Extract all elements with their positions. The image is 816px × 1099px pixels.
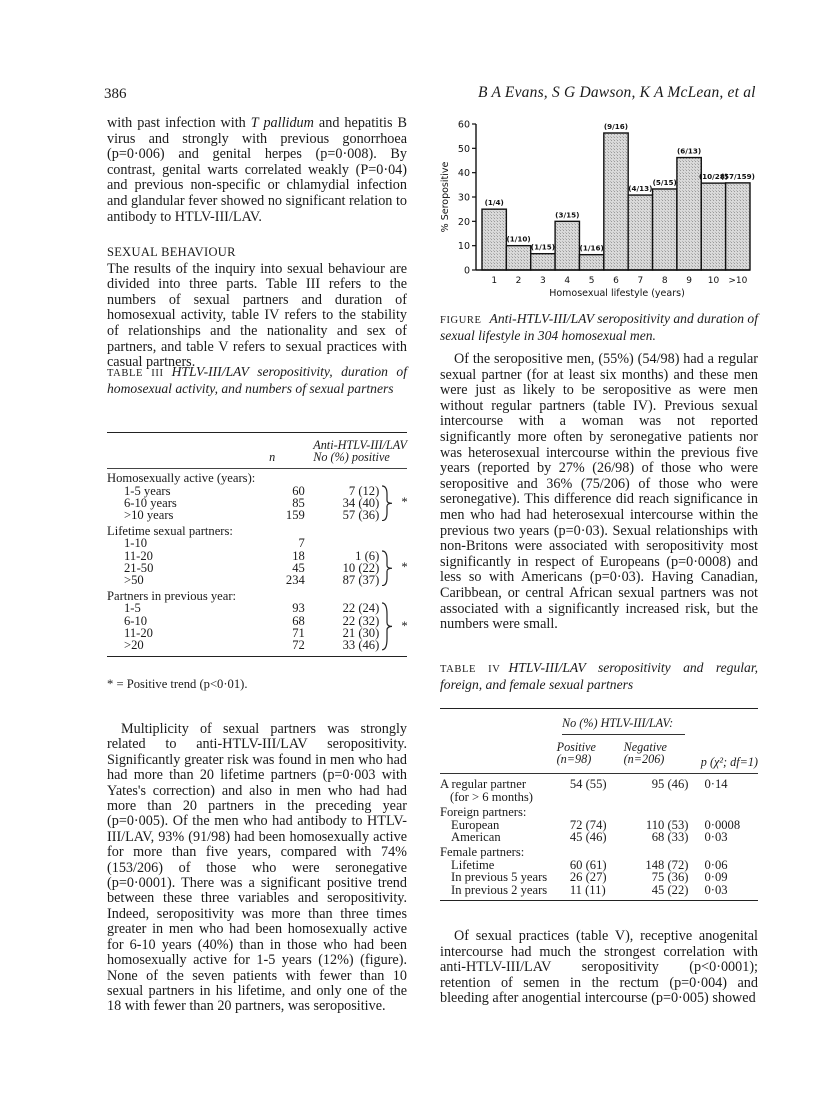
brace-icon <box>380 602 394 651</box>
bar-1 <box>482 209 506 270</box>
bar-data-label: (10/28) <box>698 172 729 182</box>
table4-bottom-rule <box>440 900 758 901</box>
table4-row-label: In previous 5 years <box>451 870 548 885</box>
table3-body <box>107 472 407 651</box>
table3-row <box>107 615 407 627</box>
table3-cell-positive: 22 (32) <box>342 613 380 628</box>
table4-row-label: In previous 2 years <box>451 882 548 897</box>
bar-data-label: (1/16) <box>579 243 604 253</box>
table3-group-heading: Lifetime sexual partners: <box>107 524 233 539</box>
table4-group-heading: Foreign partners: <box>440 805 527 820</box>
table4-title: HTLV-III/LAV seropositivity and regular, foreign, and female sexual partners <box>440 660 758 692</box>
figure-caption-text: Anti-HTLV-III/LAV seropositivity and duration of sexual lifestyle in 304 homosexual men. <box>440 311 758 343</box>
bar-data-label: (57/159) <box>720 171 755 181</box>
table3-row-label: 21-50 <box>124 560 154 575</box>
figure-label: FIGURE <box>440 315 482 326</box>
x-tick-label: 1 <box>491 276 498 286</box>
bar-gt10 <box>726 183 750 270</box>
y-axis-title: % Seropositive <box>440 161 451 233</box>
table3-cell-positive <box>325 537 380 549</box>
section-heading: SEXUAL BEHAVIOUR <box>107 245 236 259</box>
y-tick-label: 60 <box>457 119 470 131</box>
y-tick-label: 40 <box>457 168 470 180</box>
x-tick-label: 10 <box>707 276 720 286</box>
table4-body <box>440 778 758 896</box>
table4-cell-negative: 45 (22) <box>651 882 689 897</box>
table3-bottom-rule <box>107 656 407 657</box>
table4-cell-negative: 95 (46) <box>651 777 689 792</box>
table3-row <box>107 485 407 497</box>
x-tick-label: 6 <box>613 276 619 286</box>
table3-trend-marker: * <box>379 550 407 587</box>
table4-cell-negative: 148 (72) <box>645 857 689 872</box>
table3-row-label: 1-10 <box>124 536 148 551</box>
table4-cell-p: 0·09 <box>704 870 728 885</box>
table4-col-p: p (χ²; df=1) <box>700 755 758 769</box>
x-tick-label: 8 <box>661 276 668 286</box>
table4-cell-p: 0·03 <box>704 882 728 897</box>
table3-title: HTLV-III/LAV seropositivity, duration of homosexual activity, and numbers of sexual partners <box>107 364 407 396</box>
table4-cell-positive: 72 (74) <box>569 817 607 832</box>
x-tick-label: 3 <box>540 276 546 286</box>
bar-data-label: (1/4) <box>484 198 504 208</box>
table3-col-n: n <box>269 450 276 465</box>
brace-icon <box>380 550 394 587</box>
paragraph-multiplicity-partners: Multiplicity of sexual partners was strongly related to anti-HTLV-III/LAV seropositivity. Significantly greater risk was found in men who had had more than 20 lifetime partners (p=0·003 with Yates's correction) and also in men who had had more than 20 partners in the preceding year (p=0·005). Of the men who had antibody to HTLV-III/LAV, 93% (91/98) had been homosexually active for more than five years, compared with 74% (153/206) of those who were seronegative (p=0·0001). There was a significant positive trend between these three variables and seropositivity. Indeed, seropositivity was more than three times greater in men who had been homosexually active for 6-10 years (40%) than in those who had been homosexually active for 1-5 years (12%) (figure). None of the seven patients with fewer than 10 sexual partners in his lifetime, and only one of the 18 with fewer than 20 partners, was seropositive. <box>107 721 407 1015</box>
page-number: 386 <box>104 86 127 102</box>
table3-row-label: >50 <box>124 573 144 588</box>
table3-trend-marker: * <box>379 485 407 522</box>
table3-row-label: 11-20 <box>124 548 153 563</box>
bar-6 <box>604 133 628 270</box>
table3-row <box>107 574 407 586</box>
table4-label: TABLE IV <box>440 664 501 675</box>
table4-cell-p: 0·0008 <box>704 817 741 832</box>
brace-icon <box>380 485 394 522</box>
table3-group-heading: Partners in previous year: <box>107 589 237 604</box>
table3 <box>107 432 407 657</box>
table3-top-rule <box>107 432 407 433</box>
bar-data-label: (6/13) <box>676 146 702 156</box>
bar-data-label: (1/15) <box>530 242 556 252</box>
table3-row-label: 6-10 years <box>124 495 177 510</box>
bar-data-label: (3/15) <box>555 210 580 220</box>
table4-cell-p: 0·06 <box>704 857 728 872</box>
table3-cell-n: 93 <box>292 601 305 616</box>
table4-top-rule <box>440 708 758 709</box>
x-tick-label: >10 <box>728 276 748 286</box>
y-tick-label: 10 <box>457 241 470 253</box>
table3-cell-n: 45 <box>292 560 305 575</box>
table4-group-heading: Female partners: <box>440 845 525 860</box>
bar-7 <box>628 195 652 270</box>
table4-cell-p: 0·03 <box>704 830 728 845</box>
bar-9 <box>677 158 701 270</box>
table3-cell-positive: 1 (6) <box>355 548 380 563</box>
bar-data-label: (5/15) <box>652 177 677 187</box>
x-tick-label: 2 <box>515 276 522 286</box>
table3-cell-n: 68 <box>292 613 305 628</box>
table3-cell-positive: 21 (30) <box>342 625 380 640</box>
bar-10 <box>701 183 725 270</box>
table3-row <box>107 550 407 562</box>
table3-cell-n: 159 <box>285 508 305 523</box>
table3-cell-positive: 57 (36) <box>342 508 380 523</box>
table4-col-negative: Negative <box>623 739 667 754</box>
y-tick-label: 50 <box>457 143 470 155</box>
paragraph-regular-partners: Of the seropositive men, (55%) (54/98) had a regular sexual partner (for at least six months) and these men were just as likely to be seropositive as were men without regular partners (table IV). Previous sexual intercourse with a woman was not reported significantly more often by seronegative patients nor was heterosexual intercourse within the previous five years (reported by 27% (26/98) of those who were seropositive and 36% (75/206) of those who were seronegative). This difference did reach significance in men who had had heterosexual intercourse within the previous two years (p=0·03). Sexual relationships with non-Britons were associated with seropositivity most significantly in respect of Europeans (p=0·0008) and less so with Americans (p=0·03). Having Canadian, Caribbean, or central African sexual partners was not associated with a significantly increased risk, but the numbers were small. <box>440 351 758 633</box>
bar-3 <box>531 254 555 270</box>
x-axis-title: Homosexual lifestyle (years) <box>549 288 685 299</box>
table4-cell-p: 0·14 <box>704 777 728 792</box>
table3-cell-n: 71 <box>292 625 305 640</box>
bar-data-label: (1/10) <box>506 234 531 244</box>
x-tick-label: 4 <box>564 276 571 286</box>
figure-bar-chart <box>434 110 764 315</box>
table4-header: Positive Negative (n=98) (n=206) p (χ²; df=1) <box>556 739 758 769</box>
table3-row-label: 6-10 <box>124 613 148 628</box>
left-column <box>107 116 407 225</box>
bar-data-label: (4/13) <box>628 184 653 194</box>
table3-col-positive: Anti-HTLV-III/LAV <box>313 438 407 452</box>
table4-cell-negative: 68 (33) <box>651 830 689 845</box>
table4-spanner-rule <box>562 734 685 735</box>
y-tick-label: 0 <box>463 265 470 277</box>
table3-row-label: 11-20 <box>124 625 153 640</box>
y-tick-label: 30 <box>457 192 470 204</box>
bar-5 <box>579 255 603 270</box>
table4-col-positive: Positive <box>556 739 596 754</box>
table4 <box>440 708 758 901</box>
x-tick-label: 5 <box>588 276 595 286</box>
bar-4 <box>555 221 579 270</box>
x-tick-label: 9 <box>686 276 692 286</box>
paragraph-sexual-practices: Of sexual practices (table V), receptive anogenital intercourse had much the strongest correlation with anti-HTLV-III/LAV seropositivity (p<0·0001); retention of semen in the rectum (p=0·004) and bleeding after anogential intercourse (p=0·005) showed <box>440 928 758 1007</box>
table4-cell-positive: 54 (55) <box>569 777 607 792</box>
table4-row-label: European <box>451 817 500 832</box>
table3-footnote: * = Positive trend (p<0·01). <box>107 677 248 691</box>
table4-cell-negative: 110 (53) <box>645 817 689 832</box>
table3-cell-n: 60 <box>292 483 305 498</box>
table4-row <box>440 831 758 843</box>
table4-caption <box>440 660 758 692</box>
table4-cell-positive: 26 (27) <box>569 870 607 885</box>
table3-cell-n: 72 <box>292 638 305 653</box>
table3-col-positive-sub: No (%) positive <box>313 450 390 465</box>
bar-2 <box>506 246 530 270</box>
table4-row-label: American <box>451 830 501 845</box>
table3-group-heading: Homosexually active (years): <box>107 471 256 486</box>
table4-row <box>440 884 758 896</box>
table4-row <box>440 871 758 883</box>
x-tick-label: 7 <box>637 276 644 286</box>
table3-trend-marker: * <box>379 602 407 651</box>
table3-label: TABLE III <box>107 368 164 379</box>
y-tick-label: 20 <box>457 216 470 228</box>
table3-cell-positive: 7 (12) <box>348 483 380 498</box>
table4-row <box>440 778 758 803</box>
table3-row <box>107 639 407 651</box>
paragraph-infection-correlates: with past infection with T pallidum and hepatitis B virus and strongly with previous gonorrhoea (p=0·006) and genital herpes (p=0·008). By contrast, genital warts correlated weakly (P=0·04) and previous non-specific or chlamydial infection and glandular fever showed no significant relation to antibody to HTLV-III/LAV. <box>107 115 407 225</box>
table3-header-rule <box>107 468 407 469</box>
table3-cell-n: 85 <box>292 495 305 510</box>
table3-row <box>107 537 407 549</box>
paragraph-sexual-behaviour-intro: The results of the inquiry into sexual behaviour are divided into three parts. Table III refers to the numbers of sexual partners and duration of homosexual activity, table IV refers to the stability of relationships and the nationality and sex of partners, and table V refers to sexual practices with casual partners. <box>107 260 407 371</box>
table4-cell-positive: 11 (11) <box>569 882 606 897</box>
species-name: T pallidum <box>250 115 314 131</box>
table3-cell-n: 7 <box>298 536 305 551</box>
table3-cell-positive: 10 (22) <box>342 560 380 575</box>
table4-row-label: Lifetime <box>451 857 495 872</box>
table3-header <box>107 439 407 463</box>
bar-data-label: (9/16) <box>603 122 629 132</box>
table3-cell-positive: 34 (40) <box>342 495 380 510</box>
table3-cell-positive: 33 (46) <box>342 638 380 653</box>
table3-cell-positive: 87 (37) <box>342 573 380 588</box>
table3-cell-n: 234 <box>285 573 305 588</box>
table4-cell-positive: 45 (46) <box>569 830 607 845</box>
table3-caption <box>107 364 407 396</box>
table3-row <box>107 509 407 521</box>
table4-spanner: No (%) HTLV-III/LAV: <box>562 716 674 730</box>
bar-8 <box>653 189 677 270</box>
figure-caption <box>440 311 758 343</box>
table3-row-label: >10 years <box>124 508 174 523</box>
table3-cell-positive: 22 (24) <box>342 601 380 616</box>
table3-row <box>107 602 407 614</box>
table4-header-rule <box>440 773 758 774</box>
table3-cell-n: 18 <box>292 548 305 563</box>
running-head-authors: B A Evans, S G Dawson, K A McLean, et al <box>478 84 756 101</box>
table3-row-label: 1-5 <box>124 601 141 616</box>
table4-row-label: A regular partner (for > 6 months) <box>440 777 534 804</box>
table4-cell-negative: 75 (36) <box>651 870 689 885</box>
table3-row-label: 1-5 years <box>124 483 171 498</box>
section-sexual-behaviour <box>107 245 407 371</box>
table3-row-label: >20 <box>124 638 144 653</box>
table4-cell-positive: 60 (61) <box>569 857 607 872</box>
